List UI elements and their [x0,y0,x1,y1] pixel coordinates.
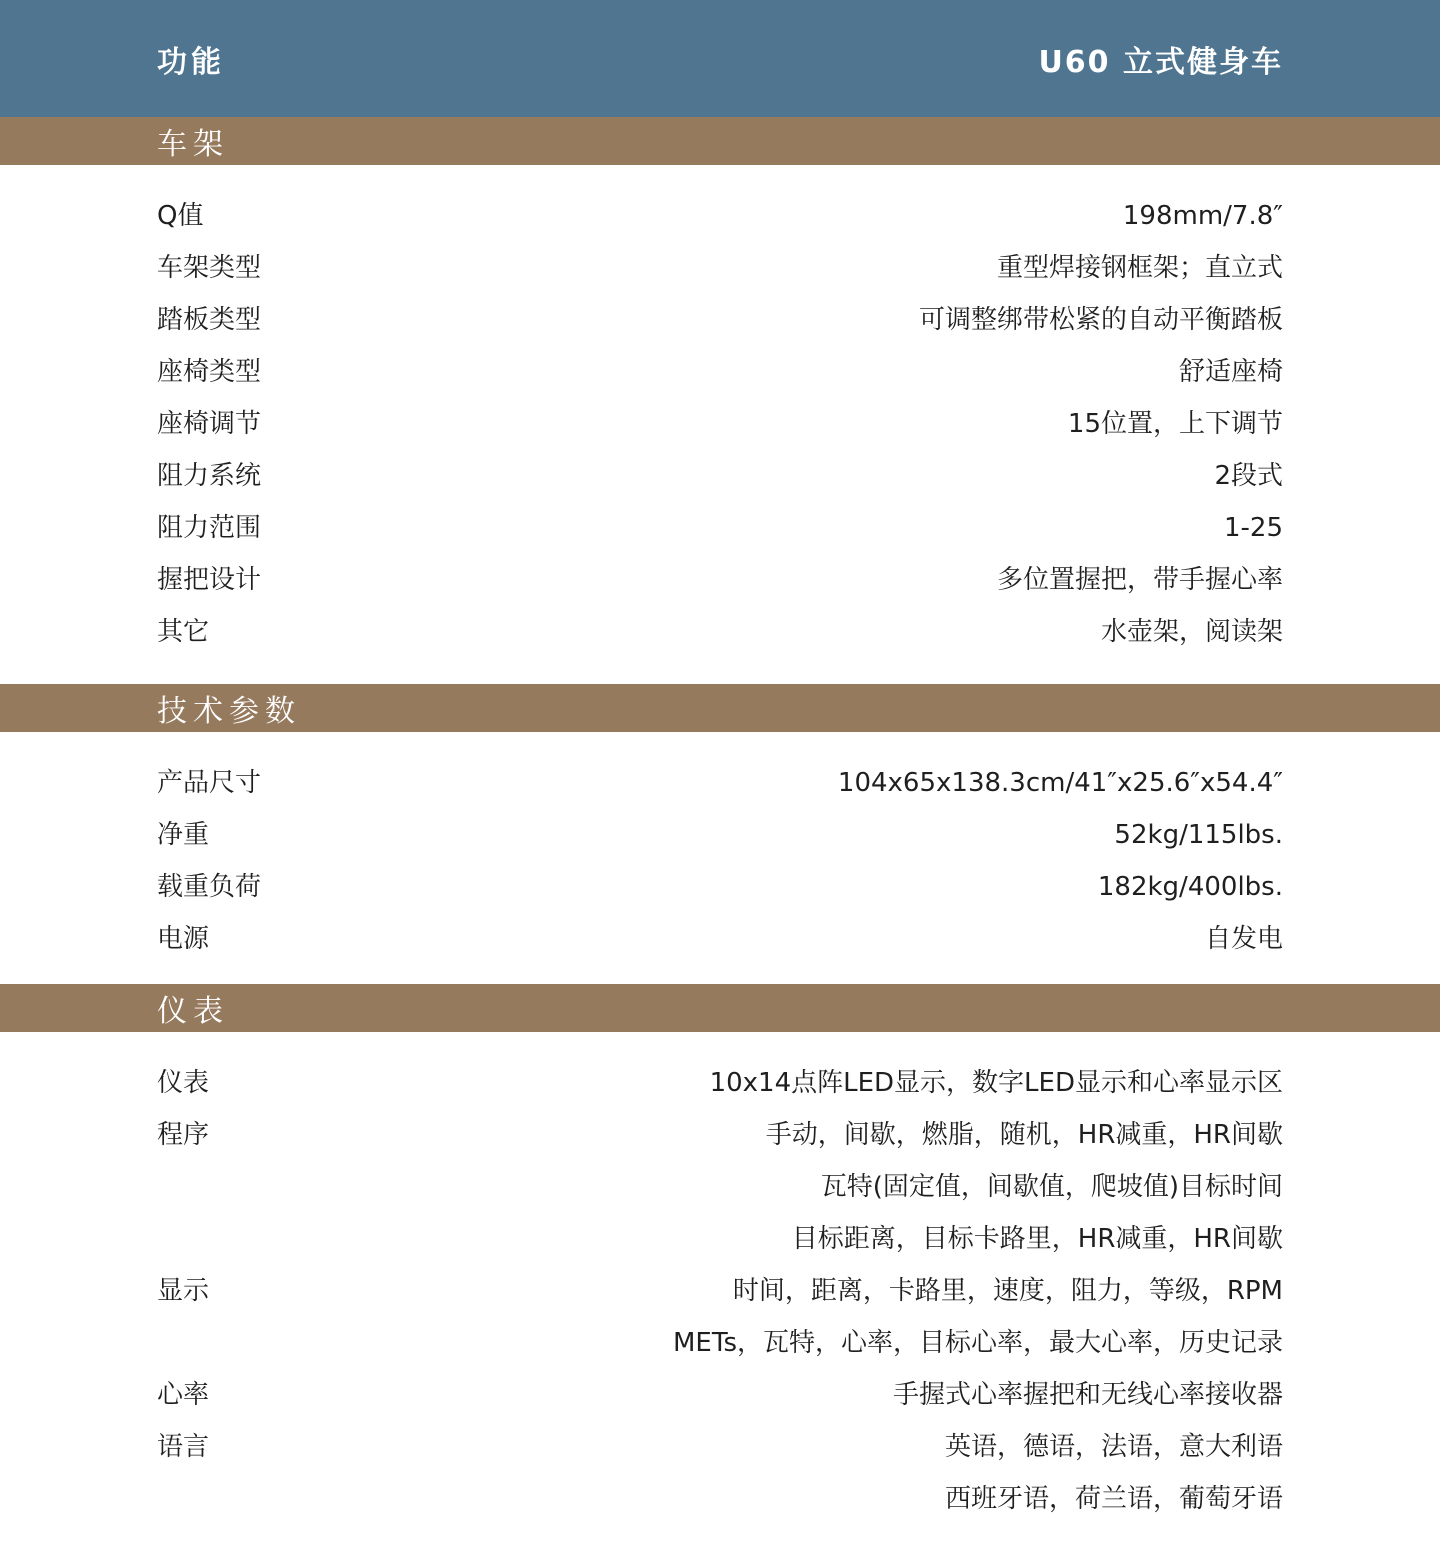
spec-label: 电源 [157,924,210,954]
spec-value [838,757,1283,809]
spec-label: 其它 [157,617,210,647]
section-title: 仪表 [157,994,229,1029]
spec-row [157,1369,1283,1421]
spec-value [673,1265,1283,1369]
spec-value [766,1109,1283,1265]
spec-row [157,190,1283,242]
spec-label: 程序 [157,1120,210,1150]
spec-value-line: 104x65x138.3cm/41″x25.6″x54.4″ [837,768,1283,798]
spec-value-line: 重型焊接钢框架；直立式 [996,253,1283,283]
spec-value-line: 10x14点阵LED显示，数字LED显示和心率显示区 [709,1068,1283,1098]
spec-value-line: 水壶架，阅读架 [1100,617,1283,647]
section-title: 技术参数 [157,694,301,729]
spec-value [710,1057,1283,1109]
spec-row [157,1265,1283,1369]
spec-row [157,809,1283,861]
spec-label: 座椅调节 [157,409,262,439]
spec-value-line: 52kg/115lbs. [1114,820,1283,850]
spec-value [1179,346,1283,398]
spec-row [157,294,1283,346]
page-header [0,0,1440,117]
section-frame [0,117,1440,684]
spec-value [945,1421,1283,1525]
spec-label: Q值 [157,201,204,231]
section-bar [0,984,1440,1032]
spec-label: 仪表 [157,1068,210,1098]
spec-label: 握把设计 [157,565,262,595]
feature-column-title: 功能 [157,44,225,80]
spec-row [157,554,1283,606]
spec-value-line: 自发电 [1204,924,1283,954]
section-bar [0,684,1440,732]
spec-value-line: 198mm/7.8″ [1122,201,1283,231]
spec-list [0,1032,1440,1525]
spec-row [157,606,1283,658]
section-console [0,984,1440,1525]
spec-label: 车架类型 [157,253,262,283]
spec-row [157,502,1283,554]
spec-row [157,398,1283,450]
spec-list [0,732,1440,984]
spec-row [157,1057,1283,1109]
spec-label: 座椅类型 [157,357,262,387]
spec-row [157,242,1283,294]
spec-row [157,1109,1283,1265]
spec-value-line: 手动，间歇，燃脂，随机，HR减重，HR间歇 [765,1120,1283,1150]
spec-value-line: 15位置，上下调节 [1067,409,1283,439]
spec-label: 阻力范围 [157,513,262,543]
spec-label: 载重负荷 [157,872,262,902]
spec-value-line: 舒适座椅 [1178,357,1283,387]
spec-row [157,346,1283,398]
spec-row [157,450,1283,502]
spec-label: 语言 [157,1432,210,1462]
spec-value [1098,861,1283,913]
spec-value [893,1369,1283,1421]
spec-row [157,1421,1283,1525]
spec-list [0,165,1440,684]
spec-value-line: 1-25 [1223,513,1283,543]
section-bar [0,117,1440,165]
spec-value [1068,398,1283,450]
spec-value-line: 时间，距离，卡路里，速度，阻力，等级，RPM [732,1276,1283,1306]
spec-value-line: 多位置握把，带手握心率 [996,565,1283,595]
spec-label: 心率 [157,1380,210,1410]
spec-value [1123,190,1283,242]
spec-value-line: METs，瓦特，心率，目标心率，最大心率，历史记录 [673,1328,1283,1358]
spec-value-line: 182kg/400lbs. [1097,872,1283,902]
spec-label: 阻力系统 [157,461,262,491]
spec-value-line: 瓦特(固定值，间歇值，爬坡值)目标时间 [820,1172,1283,1202]
spec-value [919,294,1283,346]
spec-value [1114,809,1283,861]
spec-value-line: 英语，德语，法语，意大利语 [944,1432,1283,1462]
spec-value-line: 手握式心率握把和无线心率接收器 [892,1380,1283,1410]
spec-value-line: 西班牙语，荷兰语，葡萄牙语 [944,1484,1283,1514]
spec-row [157,861,1283,913]
spec-value [1214,450,1283,502]
spec-value-line: 目标距离，目标卡路里，HR减重，HR间歇 [791,1224,1283,1254]
spec-label: 净重 [157,820,210,850]
spec-value-line: 2段式 [1214,461,1283,491]
spec-row [157,757,1283,809]
spec-row [157,913,1283,965]
section-title: 车架 [157,127,229,162]
spec-value [1205,913,1283,965]
spec-value [1101,606,1283,658]
spec-label: 显示 [157,1276,210,1306]
spec-value-line: 可调整绑带松紧的自动平衡踏板 [918,305,1283,335]
section-tech-specs [0,684,1440,984]
spec-value [997,554,1283,606]
product-title: U60 立式健身车 [1038,44,1283,80]
spec-value [1224,502,1283,554]
spec-label: 踏板类型 [157,305,262,335]
spec-value [997,242,1283,294]
spec-label: 产品尺寸 [157,768,262,798]
